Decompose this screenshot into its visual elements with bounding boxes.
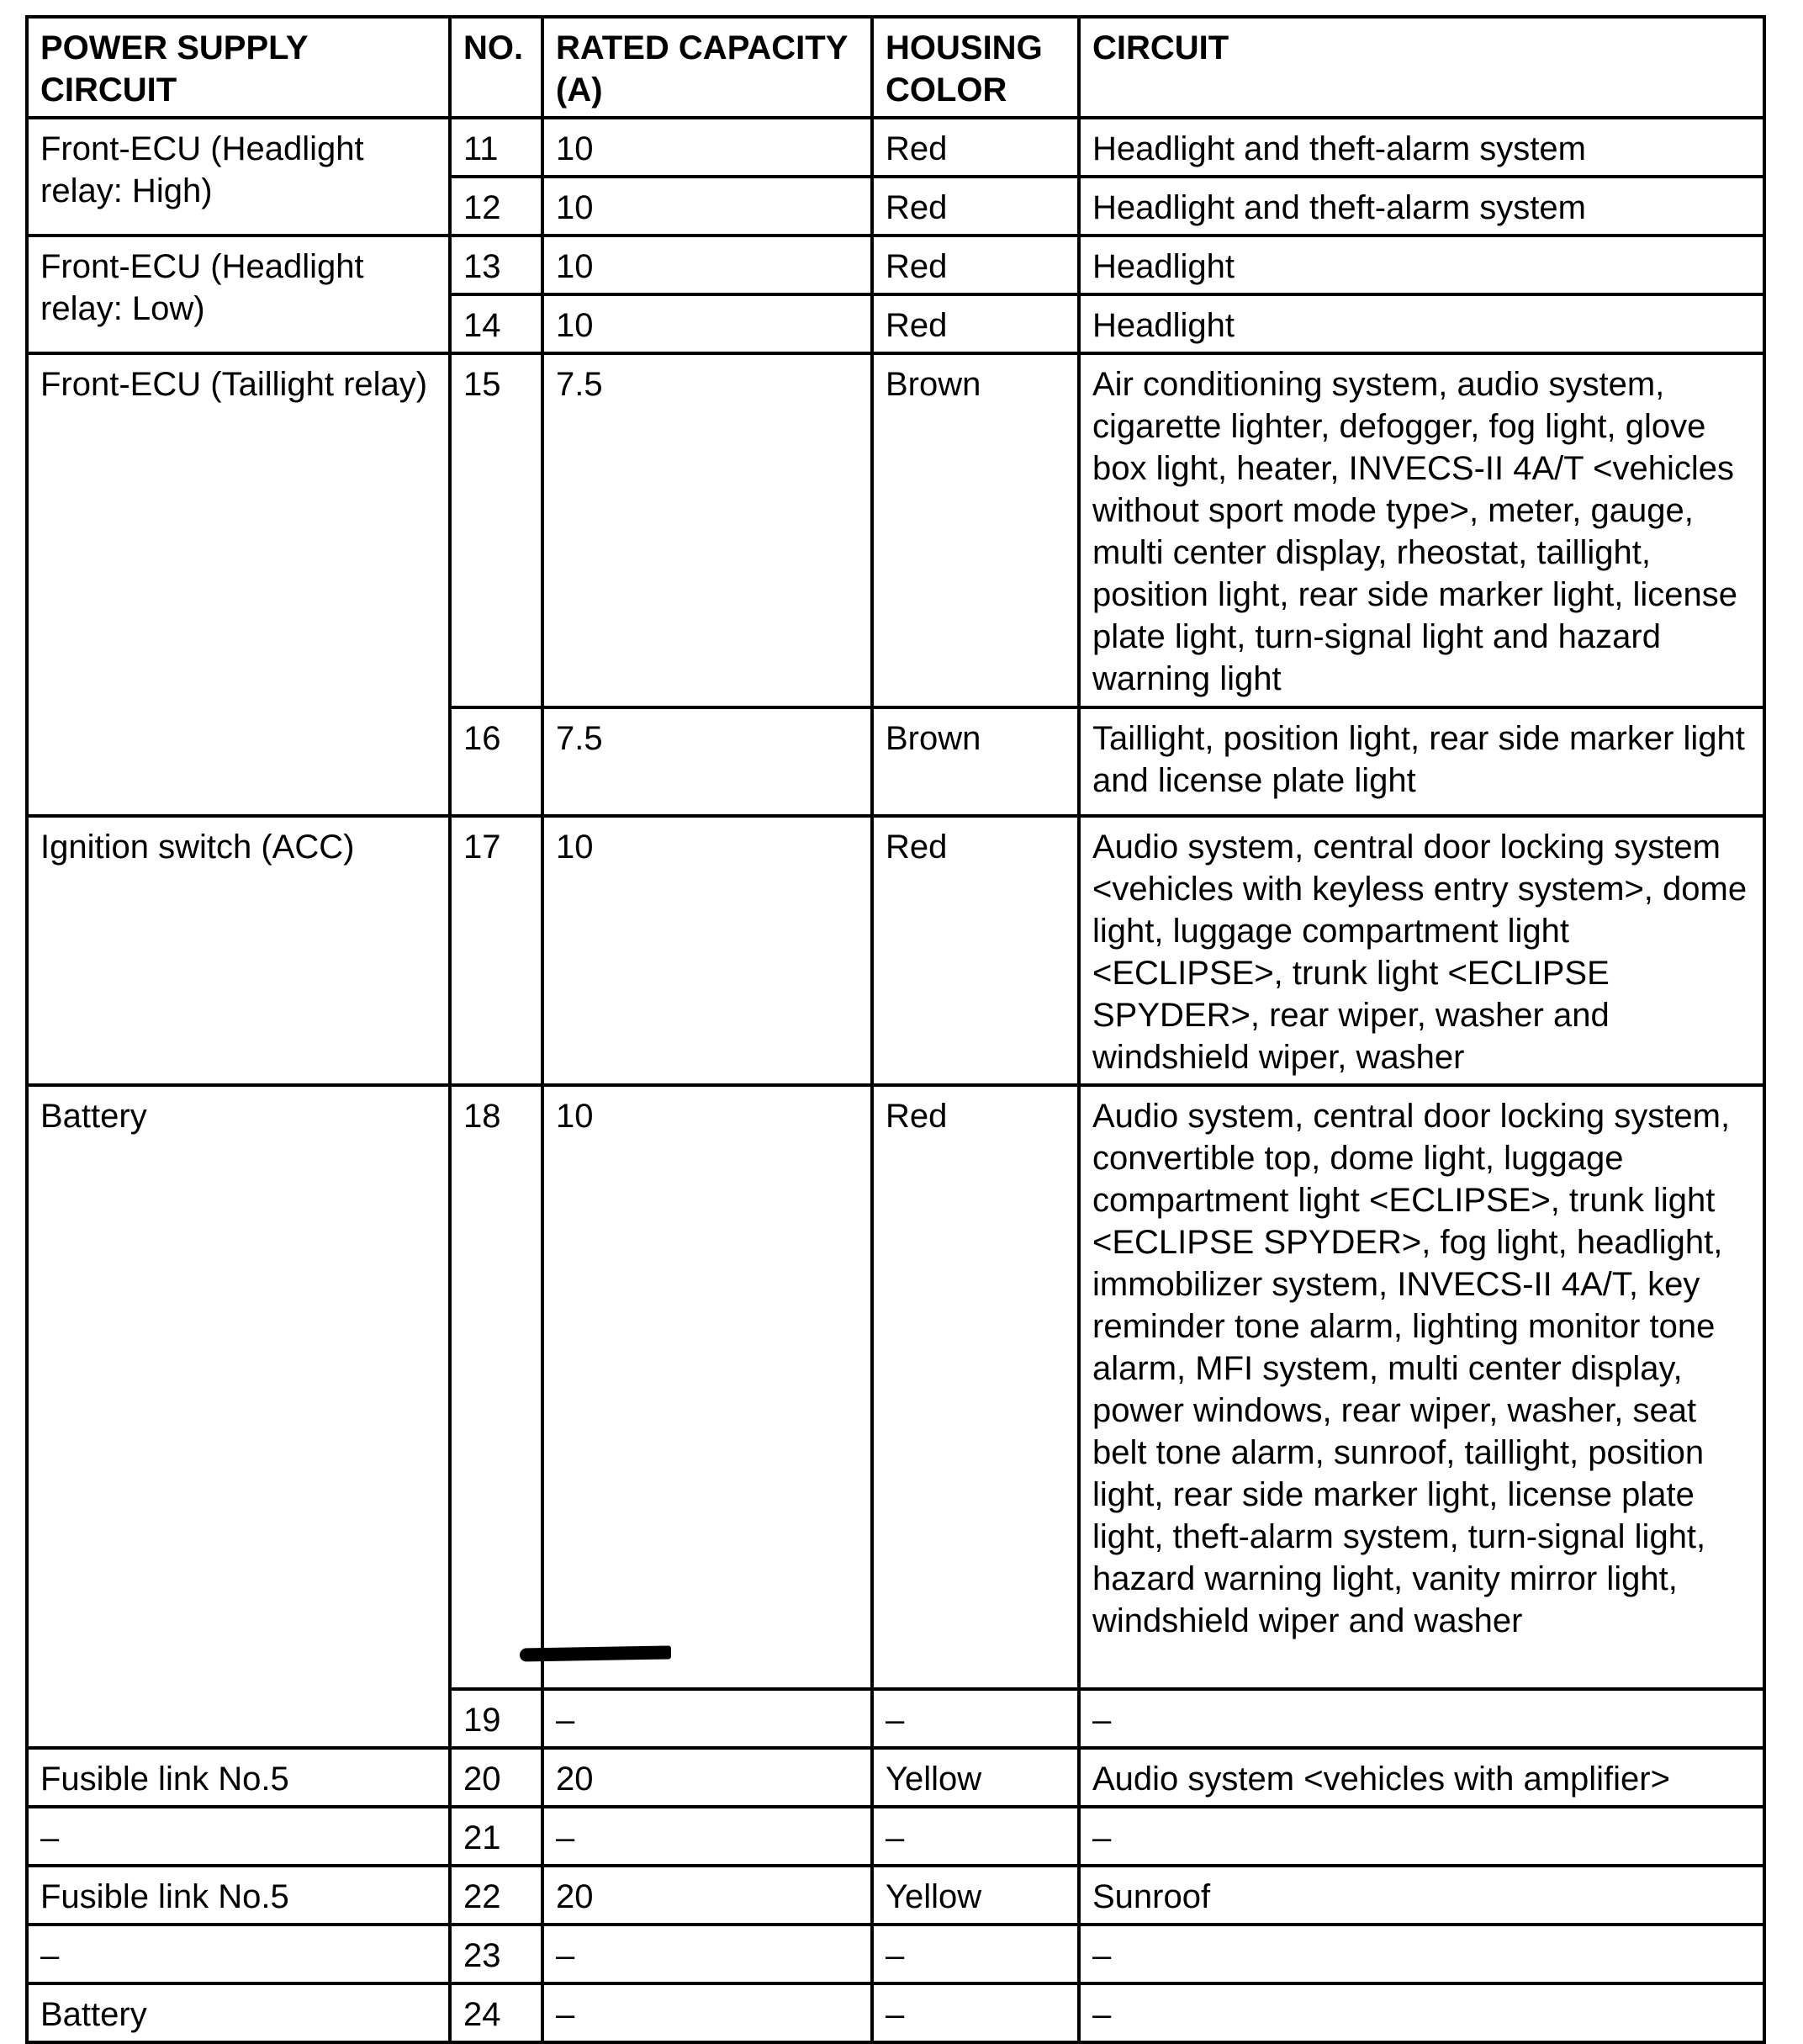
header-power-supply-circuit: POWER SUPPLY CIRCUIT bbox=[27, 17, 450, 118]
rated-capacity-cell: 7.5 bbox=[542, 353, 872, 707]
fuse-no-cell: 22 bbox=[450, 1866, 542, 1925]
table-row bbox=[27, 236, 1764, 294]
table-row bbox=[27, 1983, 1764, 2042]
table-row bbox=[27, 1866, 1764, 1925]
fuse-no-cell: 18 bbox=[450, 1085, 542, 1689]
rated-capacity-cell: 10 bbox=[542, 118, 872, 177]
circuit-cell: Audio system <vehicles with amplifier> bbox=[1079, 1748, 1764, 1807]
circuit-cell: Headlight bbox=[1079, 294, 1764, 353]
rated-capacity-cell: – bbox=[542, 1925, 872, 1983]
header-no: NO. bbox=[450, 17, 542, 118]
circuit-cell: – bbox=[1079, 1689, 1764, 1748]
fuse-no-cell: 20 bbox=[450, 1748, 542, 1807]
rated-capacity-cell: 10 bbox=[542, 1085, 872, 1689]
rated-capacity-cell: 7.5 bbox=[542, 707, 872, 816]
table-row bbox=[27, 1748, 1764, 1807]
power-supply-cell: – bbox=[27, 1925, 450, 1983]
fuse-no-cell: 14 bbox=[450, 294, 542, 353]
circuit-cell: Headlight bbox=[1079, 236, 1764, 294]
fuse-no-cell: 12 bbox=[450, 177, 542, 236]
fuse-no-cell: 17 bbox=[450, 816, 542, 1085]
circuit-cell: Headlight and theft-alarm system bbox=[1079, 118, 1764, 177]
power-supply-cell: Battery bbox=[27, 1983, 450, 2042]
rated-capacity-cell: 20 bbox=[542, 1866, 872, 1925]
rated-capacity-cell: – bbox=[542, 1807, 872, 1866]
fuse-no-cell: 15 bbox=[450, 353, 542, 707]
fuse-no-cell: 19 bbox=[450, 1689, 542, 1748]
header-housing-color: HOUSING COLOR bbox=[872, 17, 1079, 118]
circuit-cell: Taillight, position light, rear side marker light and license plate light bbox=[1079, 707, 1764, 816]
rated-capacity-cell: 10 bbox=[542, 236, 872, 294]
housing-color-cell: Red bbox=[872, 294, 1079, 353]
rated-capacity-cell: 10 bbox=[542, 177, 872, 236]
power-supply-cell: Front-ECU (Headlight relay: High) bbox=[27, 118, 450, 236]
housing-color-cell: Red bbox=[872, 177, 1079, 236]
circuit-cell: Audio system, central door locking system, convertible top, dome light, luggage compartment light <ECLIPSE>, trunk light <ECLIPSE SPYDER>, fog light, headlight, immobilizer system, INVECS-II 4A/T, key reminder tone alarm, lighting monitor tone alarm, MFI system, multi center display, power windows, rear wiper, washer, seat belt tone alarm, sunroof, taillight, position light, rear side marker light, license plate light, theft-alarm system, turn-signal light, hazard warning light, vanity mirror light, windshield wiper and washer bbox=[1079, 1085, 1764, 1689]
circuit-cell: Headlight and theft-alarm system bbox=[1079, 177, 1764, 236]
housing-color-cell: Brown bbox=[872, 707, 1079, 816]
table-row bbox=[27, 353, 1764, 707]
rated-capacity-cell: 10 bbox=[542, 294, 872, 353]
circuit-cell: Air conditioning system, audio system, cigarette lighter, defogger, fog light, glove box light, heater, INVECS-II 4A/T <vehicles without sport mode type>, meter, gauge, multi center display, rheostat, taillight, position light, rear side marker light, license plate light, turn-signal light and hazard warning light bbox=[1079, 353, 1764, 707]
power-supply-cell: Front-ECU (Headlight relay: Low) bbox=[27, 236, 450, 353]
table-row bbox=[27, 816, 1764, 1085]
housing-color-cell: – bbox=[872, 1807, 1079, 1866]
circuit-cell: – bbox=[1079, 1925, 1764, 1983]
circuit-cell: – bbox=[1079, 1807, 1764, 1866]
fuse-no-cell: 13 bbox=[450, 236, 542, 294]
housing-color-cell: – bbox=[872, 1983, 1079, 2042]
power-supply-cell: – bbox=[27, 1807, 450, 1866]
header-circuit: CIRCUIT bbox=[1079, 17, 1764, 118]
housing-color-cell: Red bbox=[872, 118, 1079, 177]
housing-color-cell: Yellow bbox=[872, 1748, 1079, 1807]
fuse-no-cell: 16 bbox=[450, 707, 542, 816]
fuse-no-cell: 11 bbox=[450, 118, 542, 177]
header-rated-capacity: RATED CAPACITY (A) bbox=[542, 17, 872, 118]
fuse-no-cell: 23 bbox=[450, 1925, 542, 1983]
table-row bbox=[27, 1085, 1764, 1689]
housing-color-cell: Red bbox=[872, 1085, 1079, 1689]
housing-color-cell: Yellow bbox=[872, 1866, 1079, 1925]
header-row bbox=[27, 17, 1764, 118]
power-supply-cell: Front-ECU (Taillight relay) bbox=[27, 353, 450, 816]
circuit-cell: Sunroof bbox=[1079, 1866, 1764, 1925]
table-row bbox=[27, 118, 1764, 177]
circuit-cell: – bbox=[1079, 1983, 1764, 2042]
power-supply-cell: Fusible link No.5 bbox=[27, 1866, 450, 1925]
table-row bbox=[27, 1807, 1764, 1866]
housing-color-cell: – bbox=[872, 1689, 1079, 1748]
housing-color-cell: Red bbox=[872, 236, 1079, 294]
fuse-no-cell: 21 bbox=[450, 1807, 542, 1866]
rated-capacity-cell: 10 bbox=[542, 816, 872, 1085]
table-row bbox=[27, 1925, 1764, 1983]
housing-color-cell: Brown bbox=[872, 353, 1079, 707]
ink-smudge bbox=[520, 1645, 671, 1661]
power-supply-cell: Battery bbox=[27, 1085, 450, 1748]
fuse-no-cell: 24 bbox=[450, 1983, 542, 2042]
rated-capacity-cell: 20 bbox=[542, 1748, 872, 1807]
power-supply-cell: Fusible link No.5 bbox=[27, 1748, 450, 1807]
housing-color-cell: Red bbox=[872, 816, 1079, 1085]
power-supply-cell: Ignition switch (ACC) bbox=[27, 816, 450, 1085]
circuit-cell: Audio system, central door locking system <vehicles with keyless entry system>, dome light, luggage compartment light <ECLIPSE>, trunk light <ECLIPSE SPYDER>, rear wiper, washer and windshield wiper, washer bbox=[1079, 816, 1764, 1085]
rated-capacity-cell: – bbox=[542, 1983, 872, 2042]
fuse-table bbox=[25, 15, 1766, 2044]
housing-color-cell: – bbox=[872, 1925, 1079, 1983]
rated-capacity-cell: – bbox=[542, 1689, 872, 1748]
